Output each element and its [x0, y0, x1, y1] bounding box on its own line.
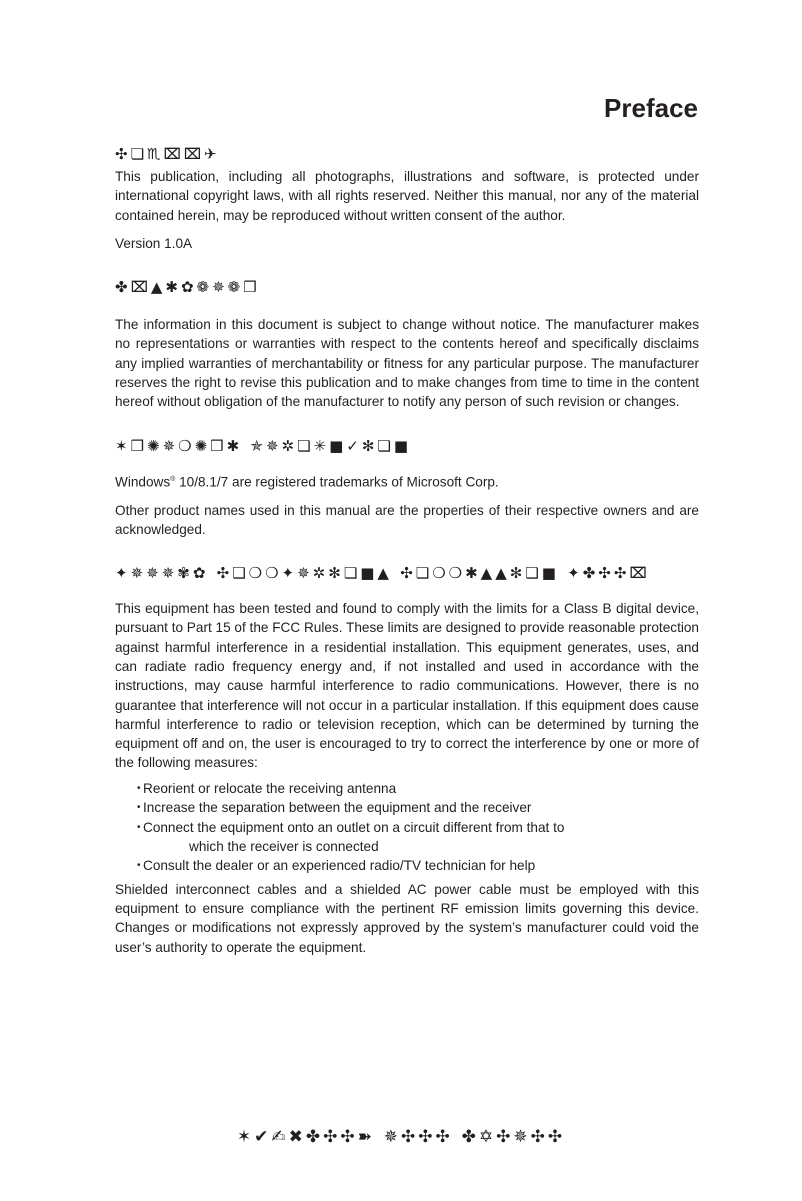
windows-rest: 10/8.1/7 are registered trademarks of Microsoft Corp.: [175, 474, 499, 490]
version-text: Version 1.0A: [115, 235, 193, 251]
list-item-continuation: which the receiver is connected: [189, 838, 379, 854]
page-footer: ✶✔✍✖✤✣✣➽ ✵✣✣✣ ✤✡✣✵✣✣: [236, 1127, 566, 1147]
fcc-heading: ✦✵✵✵✾✿ ✣❏❍❍✦✵✲✻❏■▲ ✣❏❍❍✱▲▲✻❏■ ✦✤✣✣⌧: [115, 564, 650, 583]
copyright-text: This publication, including all photographs, illustrations and software, is protected under international copyright laws, with all rights reserved. Neither this manual, nor any of the material contained herein, may be reproduced without written consent of the author.: [115, 169, 699, 223]
trademark-heading: ✶❒✺✵❍✺❒✱ ✯✵✲❏✳■✓✻❏■: [115, 436, 412, 455]
fcc-measures-list: [115, 779, 699, 876]
list-item: • Reorient or relocate the receiving antenna: [143, 779, 699, 798]
disclaimer-heading: ✤⌧▲✱✿❁✵❁❒: [115, 278, 260, 297]
list-item: • Increase the separation between the equipment and the receiver: [143, 798, 699, 817]
list-item: [143, 818, 699, 857]
registered-mark: ®: [170, 475, 176, 483]
trademark-windows-text: [115, 470, 699, 492]
trademark-other-text: Other product names used in this manual are the properties of their respective owners and are acknowledged.: [115, 502, 699, 537]
page-content: [115, 145, 699, 957]
fcc-text: This equipment has been tested and found to comply with the limits for a Class B digital device, pursuant to Part 15 of the FCC Rules. These limits are designed to provide reasonable protection against harmful interference in a residential installation. This equipment generates, uses, and can radiate radio frequency energy and, if not installed and used in accordance with the instructions, may cause harmful interference to radio communications. However, there is no guarantee that interference will not occur in a particular installation. If this equipment does cause harmful interference to radio or television reception, which can be determined by turning the equipment off and on, the user is encouraged to try to correct the interference by one or more of the following measures:: [115, 601, 699, 771]
disclaimer-text: The information in this document is subject to change without notice. The manufacturer makes no representations or warranties with respect to the contents hereof and specifically disclaims any implied warranties of merchantability or fitness for any particular purpose. The manufacturer reserves the right to revise this publication and to make changes from time to time in the content hereof without obligation of the manufacturer to notify any person of such revision or changes.: [115, 317, 699, 410]
list-item-text: Connect the equipment onto an outlet on a circuit different from that to: [143, 819, 565, 835]
fcc-shielded-text: Shielded interconnect cables and a shielded AC power cable must be employed with this equipment to ensure compliance with the pertinent RF emission limits governing this device. Changes or modifications not expressly approved by the system’s manufacturer could void the user’s authority to operate the equipment.: [115, 881, 699, 955]
list-item: • Consult the dealer or an experienced radio/TV technician for help: [143, 856, 699, 875]
copyright-heading: ✣❏♏⌧⌧✈: [115, 145, 220, 163]
page-title: Preface: [604, 93, 698, 123]
windows-word: Windows: [115, 474, 171, 490]
